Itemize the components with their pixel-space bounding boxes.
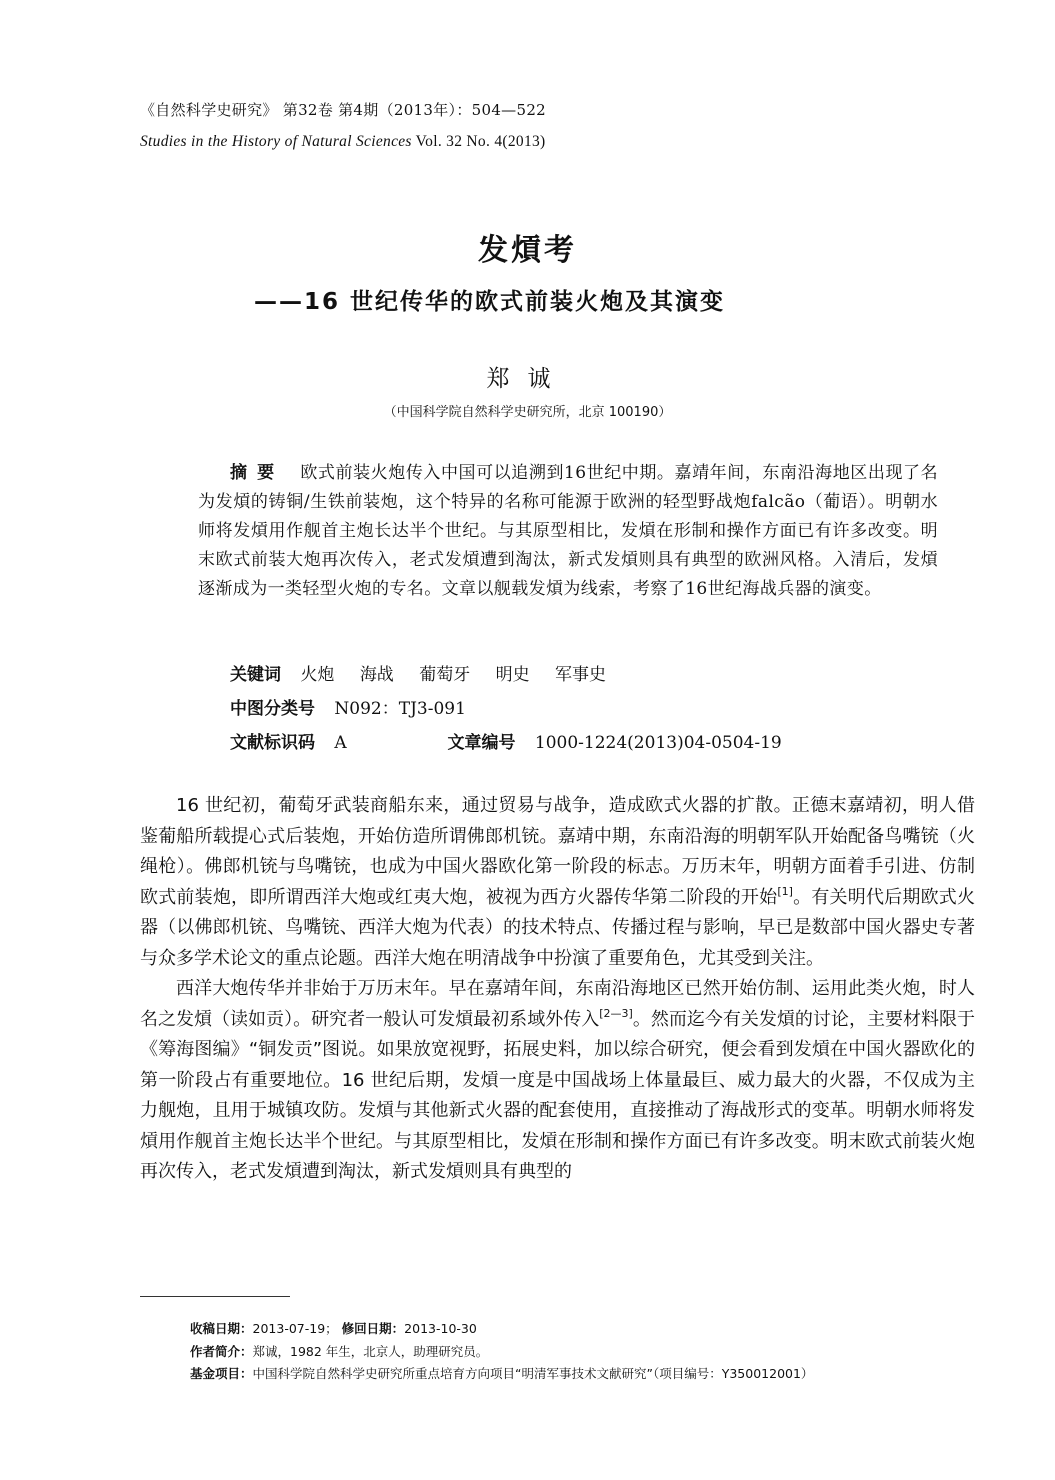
clc-value: N092：TJ3-091	[334, 699, 466, 719]
keyword: 明史	[495, 665, 530, 685]
journal-volume-en: Vol. 32 No. 4(2013)	[411, 133, 546, 150]
author-bio: 郑诚，1982 年生，北京人，助理研究员。	[252, 1343, 489, 1359]
received-date: 2013-07-19；	[252, 1321, 338, 1336]
journal-citation-en	[140, 132, 546, 152]
abstract-label: 摘要	[230, 463, 285, 483]
clc-line	[230, 694, 466, 719]
received-label: 收稿日期：	[190, 1321, 253, 1336]
author-bio-label: 作者简介：	[190, 1343, 253, 1359]
author-affiliation: （中国科学院自然科学史研究所，北京 100190）	[383, 405, 672, 420]
journal-header	[140, 100, 546, 152]
revised-date: 2013-10-30	[404, 1321, 477, 1336]
footnote-author	[190, 1341, 813, 1364]
body-text-run: 。然而迄今有关发熕的讨论，主要材料限于《筹海图编》“铜发贡”图说。如果放宽视野，拓展史料，加以综合研究，便会看到发熕在中国火器欧化的第一阶段占有重要地位。16 世纪后期，发熕一度是中国战场上体量最巨、威力最大的火器，不仅成为主力舰炮，且用于城镇攻防。发熕与其他新式火器的配套使用，直接推动了海战形式的变革。明朝水师将发熕用作舰首主炮长达半个世纪。与其原型相比，发熕在形制和操作方面已有许多改变。明末欧式前装火炮再次传入，老式发熕遭到淘汰，新式发熕则具有典型的	[140, 1008, 975, 1182]
clc-label: 中图分类号	[230, 699, 315, 719]
keyword: 火炮	[300, 665, 335, 685]
paper-title: 发熕考	[478, 233, 577, 268]
body-paragraph	[140, 974, 975, 1188]
footnote-divider	[140, 1296, 290, 1297]
doc-code-value: A	[334, 733, 347, 753]
journal-citation-cn: 《自然科学史研究》 第32卷 第4期（2013年）：504—522	[140, 101, 547, 119]
revised-label: 修回日期：	[341, 1321, 405, 1336]
author-name: 郑诚	[486, 366, 569, 392]
doc-code-label: 文献标识码	[230, 733, 315, 753]
keywords-label: 关键词	[230, 665, 281, 685]
doc-code-line	[230, 728, 782, 753]
body-text-run: 。有关明代后期欧式火器（以佛郎机铳、鸟嘴铳、西洋大炮为代表）的技术特点、传播过程与影响，早已是数部中国火器史专著与众多学术论文的重点论题。西洋大炮在明清战争中扮演了重要角色，尤其受到关注。	[140, 886, 975, 969]
keywords-line	[230, 660, 626, 685]
article-number-label: 文章编号	[447, 733, 516, 753]
paper-subtitle: ——16 世纪传华的欧式前装火炮及其演变	[254, 289, 726, 315]
journal-title-en: Studies in the History of Natural Sciences	[140, 133, 412, 150]
abstract	[198, 459, 938, 604]
keyword: 葡萄牙	[419, 665, 471, 685]
footnote-dates	[190, 1318, 813, 1341]
footnote-fund	[190, 1363, 813, 1386]
fund-label: 基金项目：	[190, 1366, 253, 1381]
body-paragraph	[140, 791, 975, 974]
body-text-run: 西洋大炮传华并非始于万历末年。早在嘉靖年间，东南沿海地区已然开始仿制、运用此类火炮，时人名之发熕（读如贡）。研究者一般认可发熕最初系域外传入	[140, 978, 975, 1030]
body-text-run: 16 世纪初，葡萄牙武装商船东来，通过贸易与战争，造成欧式火器的扩散。正德末嘉靖初，明人借鉴葡船所载提心式后装炮，开始仿造所谓佛郎机铳。嘉靖中期，东南沿海的明朝军队开始配备鸟嘴铳（火绳枪）。佛郎机铳与鸟嘴铳，也成为中国火器欧化第一阶段的标志。万历末年，明朝方面着手引进、仿制欧式前装炮，即所谓西洋大炮或红夷大炮，被视为西方火器传华第二阶段的开始	[140, 795, 975, 908]
abstract-text: 欧式前装火炮传入中国可以追溯到16世纪中期。嘉靖年间，东南沿海地区出现了名为发熕的铸铜/生铁前装炮，这个特异的名称可能源于欧洲的轻型野战炮falcão（葡语）。明朝水师将发熕用作舰首主炮长达半个世纪。与其原型相比，发熕在形制和操作方面已有许多改变。明末欧式前装大炮再次传入，老式发熕遭到淘汰，新式发熕则具有典型的欧洲风格。入清后，发熕逐渐成为一类轻型火炮的专名。文章以舰载发熕为线索，考察了16世纪海战兵器的演变。	[198, 463, 938, 599]
keyword: 军事史	[555, 665, 607, 685]
body-text	[140, 791, 975, 1188]
fund-info: 中国科学院自然科学史研究所重点培育方向项目“明清军事技术文献研究”（项目编号：Y350012001）	[252, 1366, 814, 1381]
citation-ref: [1]	[777, 884, 793, 898]
footnotes	[190, 1318, 813, 1386]
keyword: 海战	[359, 665, 394, 685]
citation-ref: [2—3]	[599, 1006, 633, 1020]
article-number-value: 1000-1224(2013)04-0504-19	[534, 733, 782, 753]
